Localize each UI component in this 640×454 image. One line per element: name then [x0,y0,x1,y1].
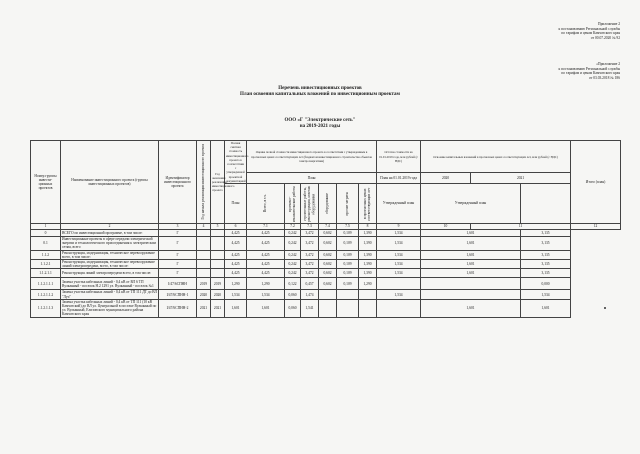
cell-equip [319,299,337,317]
cell-sum: 3,135 [521,260,571,269]
table-row [31,299,621,317]
cell-pir: 0,060 [285,299,301,317]
column-number: 10 [421,224,471,230]
cell-other: 0,109 [337,260,359,269]
cell-other: 0,109 [337,278,359,290]
header-name: Наименование инвестиционного проекта (группы инвестиционных проектов) [61,141,159,224]
column-number: 7.5 [337,224,359,230]
cell-sum: 3,135 [521,237,571,251]
header-itogo: Итого (план) [571,141,621,224]
table-row [31,237,621,251]
approval-stamp-new [470,22,620,40]
table-row [31,260,621,269]
cell-f2020: 1,534 [377,250,421,259]
cell-id: Г [159,260,197,269]
investment-table [30,140,621,318]
cell-rem [359,299,377,317]
approval-line: от 00.07.2020 № 92 [590,35,620,40]
approval-line: по тарифам и ценам Камчатского края [561,31,620,36]
cell-sum: 3,135 [521,230,571,237]
cell-num: 0.1 [31,237,61,251]
column-number: 7.1 [247,224,285,230]
header-num: Номер группы инвести-ционных проектов [31,141,61,224]
approval-stamp-original [470,62,620,80]
cell-f2021: 1,601 [421,230,521,237]
cell-smr: 0,457 [301,278,319,290]
cell-equip: 0,602 [319,278,337,290]
cell-pir: 0,242 [285,269,301,278]
cell-sum: 3,135 [521,269,571,278]
cell-full: 4,425 [225,260,247,269]
cell-f2020 [377,299,421,317]
cell-f2020: 1,534 [377,237,421,251]
cell-equip: 0,602 [319,269,337,278]
cell-name: Инвестиционные проекты в сфере передачи электрической энергии и технологического присоединения к электрическим сетям, всего [61,237,159,251]
cell-total: 1,290 [247,278,285,290]
header-plan-2021: Утвержденный план [421,184,521,224]
cell-rem: 1,390 [359,250,377,259]
cell-smr: 3,472 [301,237,319,251]
column-number: 1 [31,224,61,230]
header-pir: проектно-изыскательские работы [285,184,301,224]
cell-equip: 0,602 [319,250,337,259]
header-remaining: Остаток стоимости на 01.01.2019 года, млн рублей (с НДС) [377,141,421,173]
cell-rem: 1,390 [359,269,377,278]
cell-id: I/47/6СПНН [159,278,197,290]
cell-name: Реконструкция, модернизация, техническое перевооружение линий электропередачи, всего, в том числе: [61,260,159,269]
column-number: 12 [571,224,621,230]
cell-id: Г [159,230,197,237]
header-equipment: оборудование [319,184,337,224]
cell-full: 4,425 [225,250,247,259]
approval-line: от 03.03.2018 № 186 [588,75,620,80]
cell-pir: 0,060 [285,290,301,299]
cell-id: Г [159,250,197,259]
header-year-2020: 2020 [421,173,471,184]
cell-full: 1,601 [225,299,247,317]
header-remaining-plan: План на 01.01.2019 года [377,173,421,184]
approval-line: по тарифам и ценам Камчатского края [561,71,620,76]
cell-ye [211,269,225,278]
cell-f2021 [421,278,521,290]
cell-smr: 1,474 [301,290,319,299]
organization-title [140,118,500,131]
cell-f2020: 1,534 [377,230,421,237]
cell-ye: 2021 [211,299,225,317]
cell-ye: 2020 [211,290,225,299]
column-number: 9 [377,224,421,230]
approval-line: к постановлению Региональной службы [558,66,620,71]
cell-full: 4,425 [225,237,247,251]
cell-smr: 3,472 [301,230,319,237]
column-number: 6 [225,224,247,230]
header-allocation: Освоение капитальных вложений в прогнозных ценах соответствующих лет, млн рублей (с НДС) [421,141,571,173]
cell-sum: 1,534 [521,290,571,299]
cell-smr: 3,472 [301,250,319,259]
cell-pir: 0,242 [285,230,301,237]
header-plan-label: План [247,173,377,184]
header-plan-2020: Утвержденный план [377,184,421,224]
cell-other [337,290,359,299]
header-plan-group: Оценка полной стоимости инвестиционного проекта в соответствии с утвержденным в прогнозных ценах соответствующих лет (бюджетом инвестиционного строительства объектов электроэнергетики) [247,141,377,173]
approval-line: Приложение 2 [598,22,620,26]
approval-line: к постановлению Региональной службы [558,26,620,31]
cell-full: 1,534 [225,290,247,299]
cell-ys [197,260,211,269]
cell-smr: 1,541 [301,299,319,317]
table-row [31,278,621,290]
cell-equip: 0,602 [319,237,337,251]
header-other: прочие затраты [337,184,359,224]
column-number: 3 [159,224,197,230]
cell-rem: 1,290 [359,278,377,290]
cell-total: 1,534 [247,290,285,299]
cell-total: 4,425 [247,269,285,278]
cell-other: 0,109 [337,269,359,278]
cell-other: 0,109 [337,237,359,251]
cell-smr: 3,472 [301,269,319,278]
header-plan-year: План [225,184,247,224]
cell-sum: 1,601 [521,299,571,317]
cell-ys [197,237,211,251]
cell-num: 1.1.2 [31,250,61,259]
title-line: Перечень инвестиционных проектов [278,86,362,91]
cell-num: 0 [31,230,61,237]
cell-smr: 3,472 [301,260,319,269]
cell-name: Реконструкция, модернизация, техническое перевооружение всего, в том числе: [61,250,159,259]
cell-name: ВСЕГО по инвестиционной программе, в том числе: [61,230,159,237]
cell-f2021: 1,601 [421,250,521,259]
cell-f2021: 1,601 [421,269,521,278]
cell-id: I/47/6СПНН-1 [159,290,197,299]
cell-pir: 0,242 [285,260,301,269]
approval-line: «Приложение 2 [596,62,620,66]
cell-equip: 0,602 [319,260,337,269]
cell-ys: 2020 [197,290,211,299]
cell-f2020: 1,534 [377,260,421,269]
header-id: Идентификатор инвестиционного проекта [159,141,197,224]
cell-pir: 0,122 [285,278,301,290]
cell-ye [211,250,225,259]
cell-ys [197,250,211,259]
cell-num: 1.1.2.1.1.3 [31,299,61,317]
cell-num: 1.1.2.1 [31,260,61,269]
column-number: 7.3 [301,224,319,230]
column-number: 4 [197,224,211,230]
cell-name: Реконструкция линий электропередачи всего, в том числе: [61,269,159,278]
title-line: на 2019-2021 годы [299,124,341,130]
cell-ye [211,237,225,251]
cell-name: Замена участка кабельных линий - 0,4 кВ от ВЛ 6 ТП Вулканный - поселок Н.2 1291 ул. Вулканный - поселок №1 [61,278,159,290]
header-year-start: Год начала реализации инвестиционного проекта [197,141,211,224]
document-title [140,86,500,99]
title-line: ООО «Г "Электрические сеть" [284,118,356,123]
cell-total: 4,425 [247,230,285,237]
cell-equip [319,290,337,299]
cell-pir: 0,242 [285,237,301,251]
cell-ye: 2019 [211,278,225,290]
header-year-end: Год окончания реализации инвестиционного проекта [211,141,225,224]
title-line: План освоения капитальных вложений по инвестиционным проектам [240,92,400,98]
cell-ys [197,269,211,278]
cell-full: 4,425 [225,269,247,278]
header-full-cost: Полная сметная стоимость инвестиционного проекта в соответствии с утвержденной проектной документацией [226,141,249,183]
cell-f2021: 1,601 [421,299,521,317]
cell-other [337,299,359,317]
cell-rem: 1,390 [359,230,377,237]
cell-num: 1.1.2.1.1 [31,269,61,278]
cell-name: Замена участка кабельных линий - 0,4 кВ от ТП 111 ДТ до ВЛ "Луч" [62,290,157,299]
cell-sum: 3,135 [521,250,571,259]
table-body [31,230,621,318]
cell-f2020 [377,278,421,290]
cell-ye [211,230,225,237]
cell-f2020: 1,534 [377,269,421,278]
cell-full: 1,290 [225,278,247,290]
cell-num: 1.1.2.1.1.1 [31,278,61,290]
cell-total: 1,601 [247,299,285,317]
cell-f2021 [421,290,521,299]
cell-rem: 1,390 [359,237,377,251]
cell-total: 4,425 [247,250,285,259]
header-remaining-sub: в прогнозных ценах соответствующих лет [359,184,377,224]
table-row [31,290,621,299]
table-row [31,250,621,259]
column-number: 11 [471,224,571,230]
cell-sum: 0,000 [521,278,571,290]
scan-mark [604,307,606,309]
header-total: Всего, в т.ч. [247,184,285,224]
cell-other: 0,109 [337,230,359,237]
column-number: 5 [211,224,225,230]
cell-equip: 0,602 [319,230,337,237]
cell-id: Г [159,237,197,251]
cell-id: I/47/6СПНН-2 [159,299,197,317]
cell-num: 1.1.2.1.1.2 [31,290,61,299]
cell-full: 4,425 [225,230,247,237]
column-number: 7.2 [285,224,301,230]
cell-ys: 2019 [197,278,211,290]
column-number: 2 [61,224,159,230]
cell-name: Замена участка кабельных линий - 0,4 кВ от ТП 111 (10 кВ Камчатский) до ВЛ ул. Центральной в поселке Вулканный по ул. Вулканный, Елизовского муниципального района Камчатского края [61,299,159,317]
cell-f2021: 1,601 [421,260,521,269]
cell-total: 4,425 [247,260,285,269]
cell-ys: 2021 [197,299,211,317]
column-number: 7.4 [319,224,337,230]
cell-ys [197,230,211,237]
header-smr: строительные работы, реконструкция, монтаж оборудования [301,184,319,224]
cell-f2021: 1,601 [421,237,521,251]
cell-pir: 0,242 [285,250,301,259]
table-row [31,269,621,278]
cell-rem [359,290,377,299]
table-row [31,230,621,237]
cell-id: Г [159,269,197,278]
cell-ye [211,260,225,269]
column-number: 8 [359,224,377,230]
cell-other: 0,109 [337,250,359,259]
cell-f2020: 1,534 [377,290,421,299]
cell-total: 4,425 [247,237,285,251]
header-year-2021: 2021 [471,173,571,184]
cell-rem: 1,390 [359,260,377,269]
